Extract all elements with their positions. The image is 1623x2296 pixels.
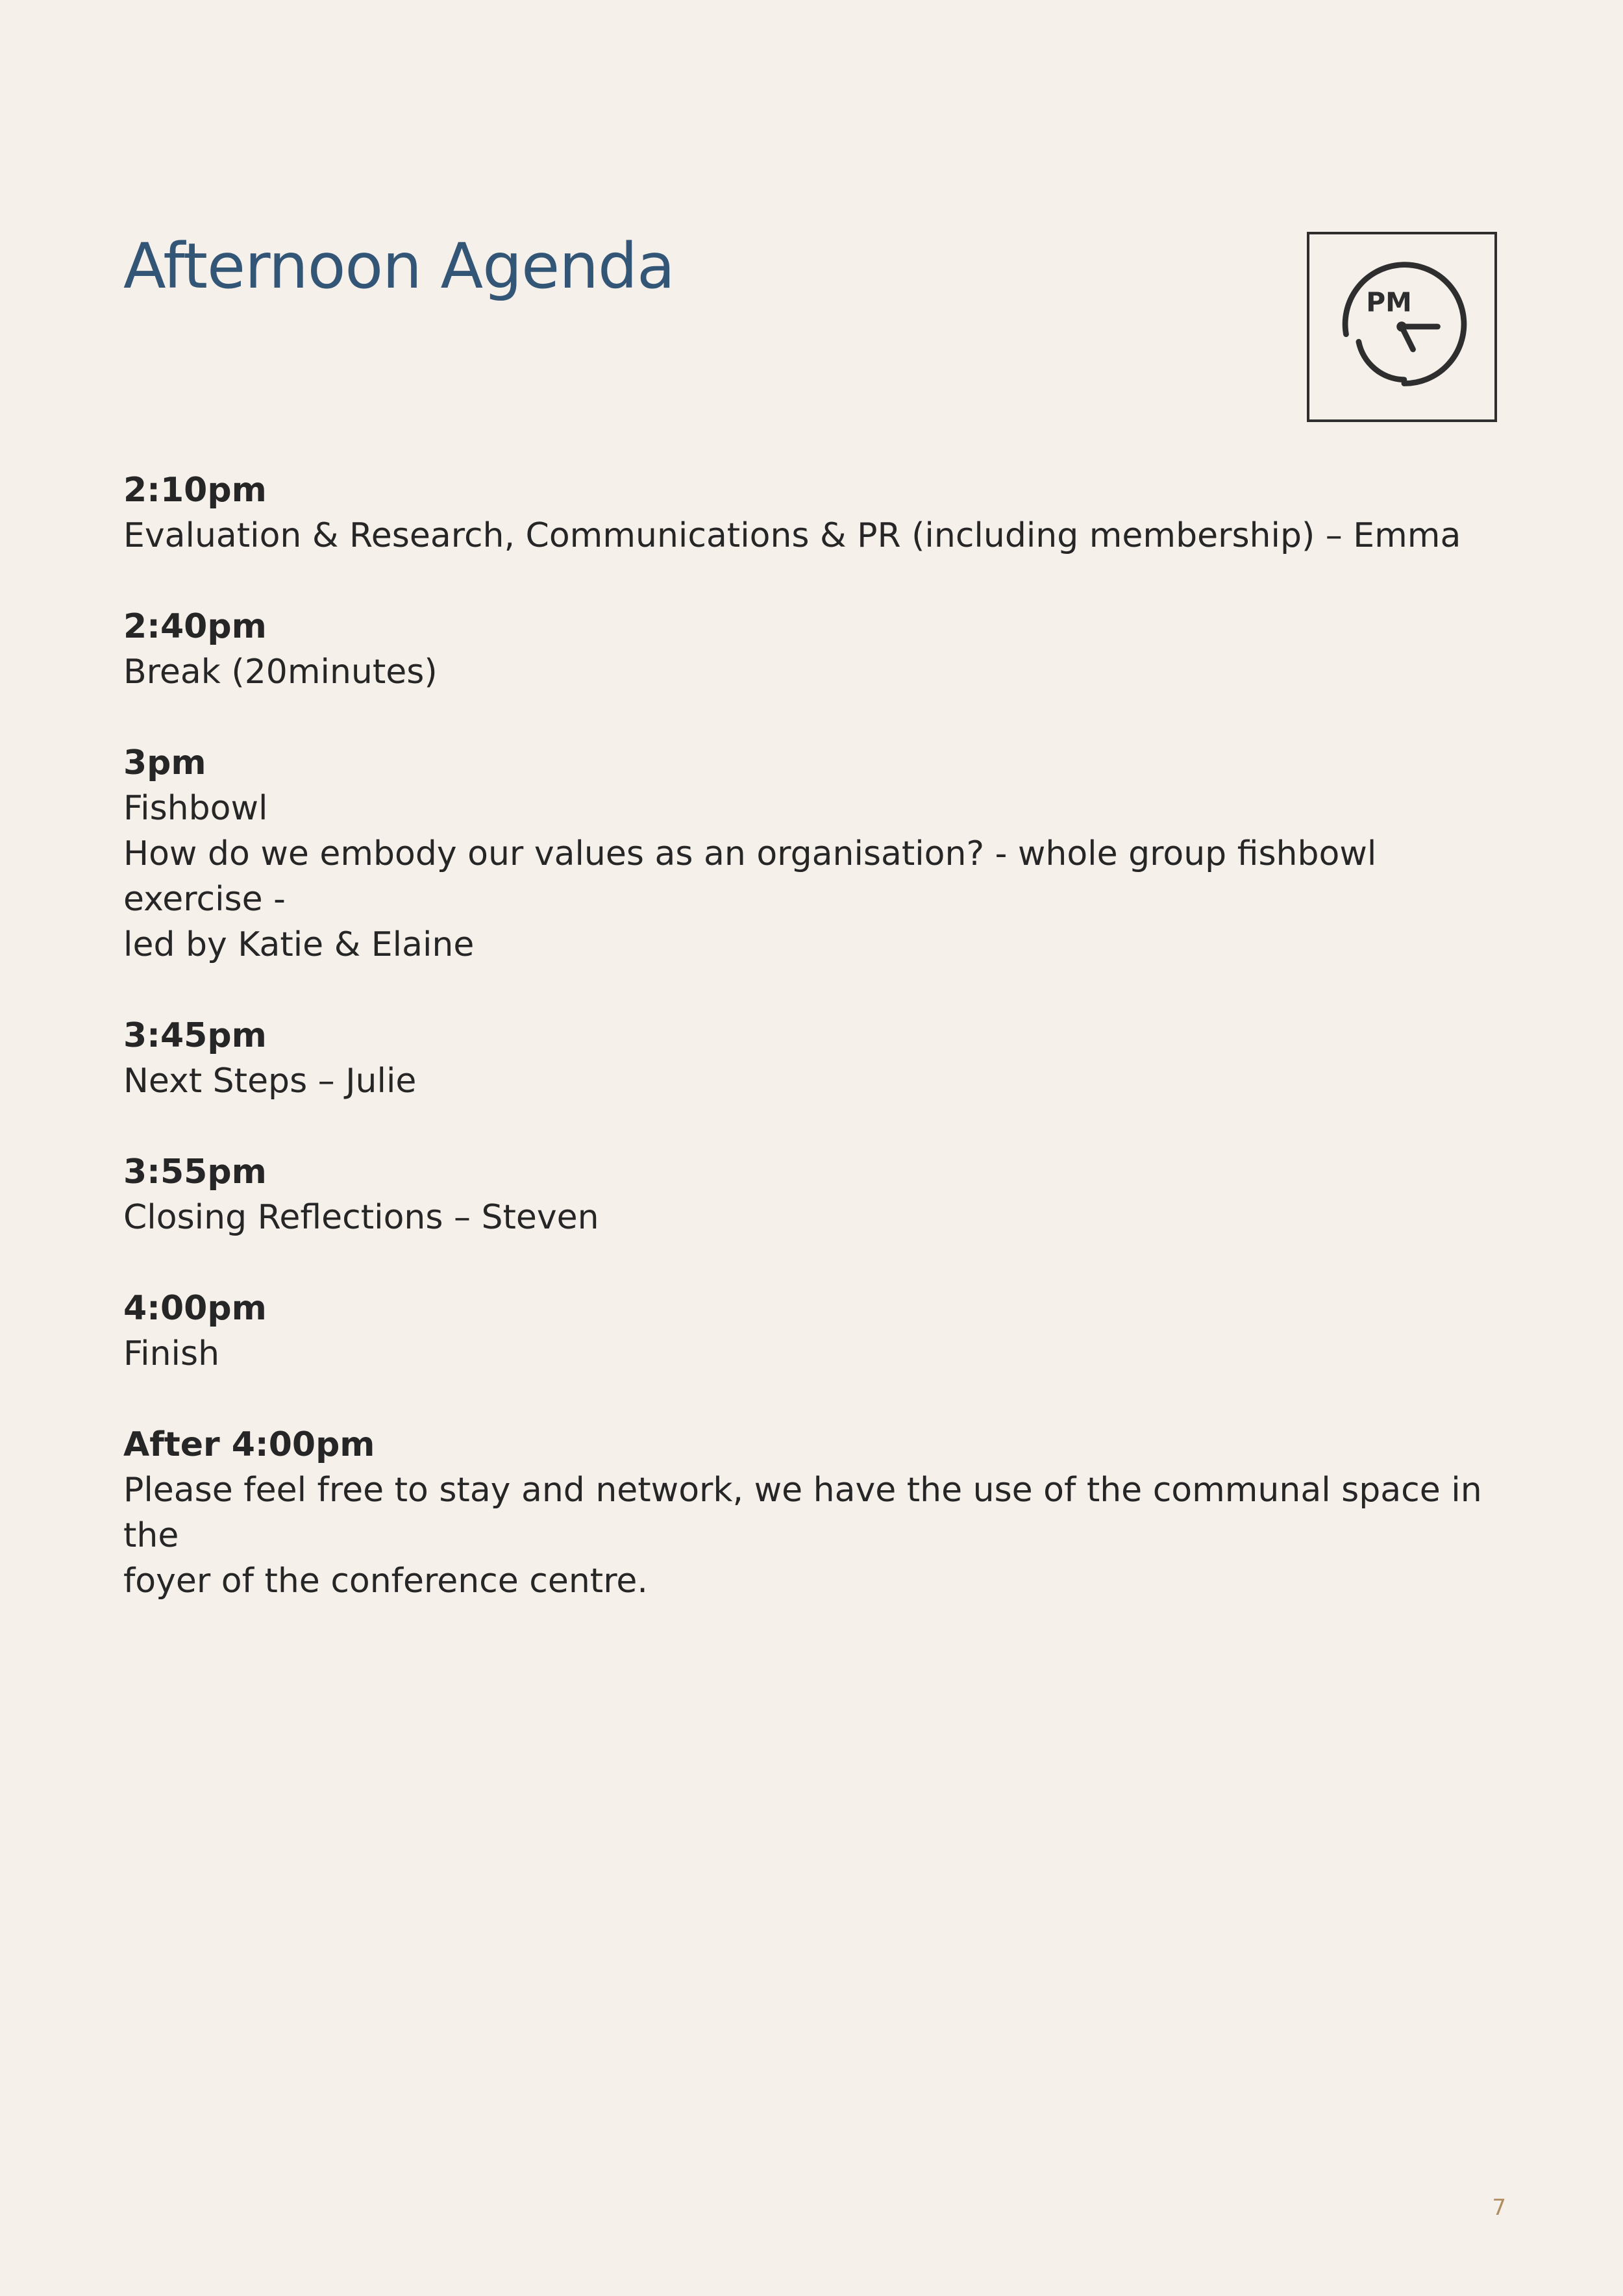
agenda-description: Fishbowl xyxy=(123,789,268,828)
agenda-description: led by Katie & Elaine xyxy=(123,925,475,964)
agenda-time: 2:10pm xyxy=(123,471,267,510)
agenda-item xyxy=(123,1149,1513,1240)
agenda-time: 2:40pm xyxy=(123,607,267,646)
page-number: 7 xyxy=(1492,2195,1506,2221)
agenda-time: 4:00pm xyxy=(123,1289,267,1328)
agenda-description: How do we embody our values as an organisation? - whole group fishbowl exercise - xyxy=(123,834,1377,919)
agenda-description: Finish xyxy=(123,1334,220,1373)
agenda-description: Break (20minutes) xyxy=(123,653,438,692)
agenda-description: Please feel free to stay and network, we have the use of the communal space in the xyxy=(123,1471,1482,1555)
agenda-description: Next Steps – Julie xyxy=(123,1062,417,1101)
agenda-item xyxy=(123,1422,1513,1604)
pm-label: PM xyxy=(1366,286,1412,318)
agenda-list xyxy=(123,468,1513,1649)
agenda-time: 3:55pm xyxy=(123,1153,267,1192)
agenda-item xyxy=(123,1013,1513,1104)
agenda-item xyxy=(123,740,1513,967)
agenda-item xyxy=(123,604,1513,695)
agenda-description: Evaluation & Research, Communications & PR (including membership) – Emma xyxy=(123,516,1461,555)
agenda-time: 3:45pm xyxy=(123,1016,267,1055)
agenda-time: 3pm xyxy=(123,743,206,782)
pm-clock-icon xyxy=(1307,232,1497,422)
agenda-description: Closing Reflections – Steven xyxy=(123,1198,599,1237)
agenda-item xyxy=(123,468,1513,558)
page-title: Afternoon Agenda xyxy=(123,230,675,303)
agenda-description: foyer of the conference centre. xyxy=(123,1562,648,1601)
agenda-time: After 4:00pm xyxy=(123,1425,375,1464)
agenda-item xyxy=(123,1286,1513,1377)
